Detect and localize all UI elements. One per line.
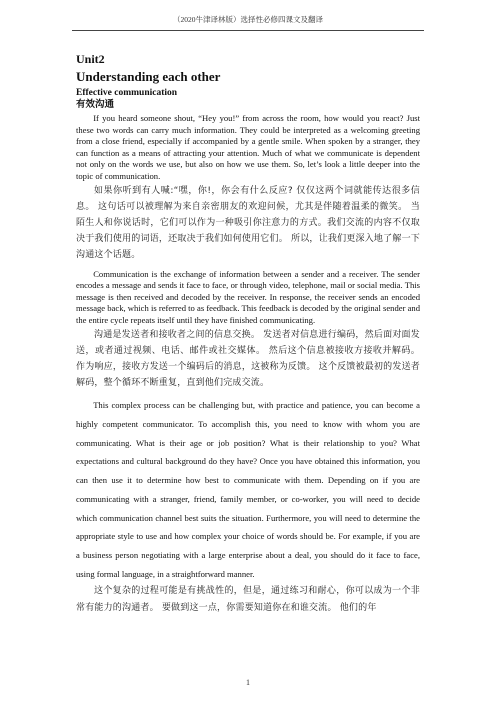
document-body — [76, 52, 420, 618]
paragraph-2-cn: 沟通是发送者和接收者之间的信息交换。 发送者对信息进行编码，然后面对面发送，或者通过视频、电话、邮件或社交媒体。 然后这个信息被接收方接收并解码。 作为响应，接收方发送一个编码后的消息，这被称为反馈。 这个反馈被最初的发送者解码，整个循环不断重复，直到他们完成交流。 — [76, 329, 420, 389]
paragraph-1-cn: 如果你听到有人喊:“嘿，你!，你会有什么反应? 仅仅这两个词就能传达很多信息。 这句话可以被理解为来自亲密朋友的欢迎问候，尤其是伴随着温柔的微笑。 当陌生人和你说话时，它们可以作为一种吸引你注意力的方式。我们交流的内容不仅取决于我们使用的词语，还取决于我们如何使用它们。 所以，让我们更深入地了解一下沟通这个话题。 — [76, 185, 420, 261]
paragraph-1-en: If you heard someone shout, “Hey you!” from across the room, how would you react? Just these two words can carry much information. They could be interpreted as a welcoming greeting from a close friend, especially if accompanied by a gentle smile. When spoken by a stranger, they can function as a means of attracting your attention. Much of what we communicate is dependent not only on the words we use, but also on how we use them. So, let’s look a little deeper into the topic of communication. — [76, 113, 420, 181]
section-title-cn: 有效沟通 — [76, 99, 115, 110]
paragraph-3-en: This complex process can be challenging but, with practice and patience, you can become a highly competent communicator. To accomplish this, you need to know with whom you are communicating. What is their age or job position? What is their relationship to you? What expectations and cultural background do they have? Once you have obtained this information, you can then use it to determine how best to communicate with them. Depending on if you are communicating with a stranger, friend, family member, or co-worker, you will need to decide which communication channel best suits the situation. Furthermore, you will need to determine the appropriate style to use and how complex your choice of words should be. For example, if you are a business person negotiating with a large enterprise about a deal, you should do it face to face, using formal language, in a straightforward manner. — [76, 400, 420, 579]
page-number: 1 — [246, 678, 250, 687]
page-header: （2020牛津译林版）选择性必修四课文及翻译 — [173, 15, 323, 24]
unit-label: Unit2 — [76, 52, 105, 66]
page-title: Understanding each other — [76, 69, 221, 84]
section-title-en: Effective communication — [76, 88, 178, 98]
paragraph-3-cn: 这个复杂的过程可能是有挑战性的，但是，通过练习和耐心，你可以成为一个非常有能力的沟通者。 要做到这一点，你需要知道你在和谁交流。 他们的年 — [76, 586, 420, 613]
header-divider — [72, 30, 424, 31]
paragraph-2-en: Communication is the exchange of information between a sender and a receiver. The sender encodes a message and sends it face to face, or through video, telephone, mail or social media. This message is then received and decoded by the receiver. In response, the receiver sends an encoded message back, which is referred to as feedback. This feedback is decoded by the original sender and the entire cycle repeats itself until they have finished communicating. — [76, 268, 420, 325]
